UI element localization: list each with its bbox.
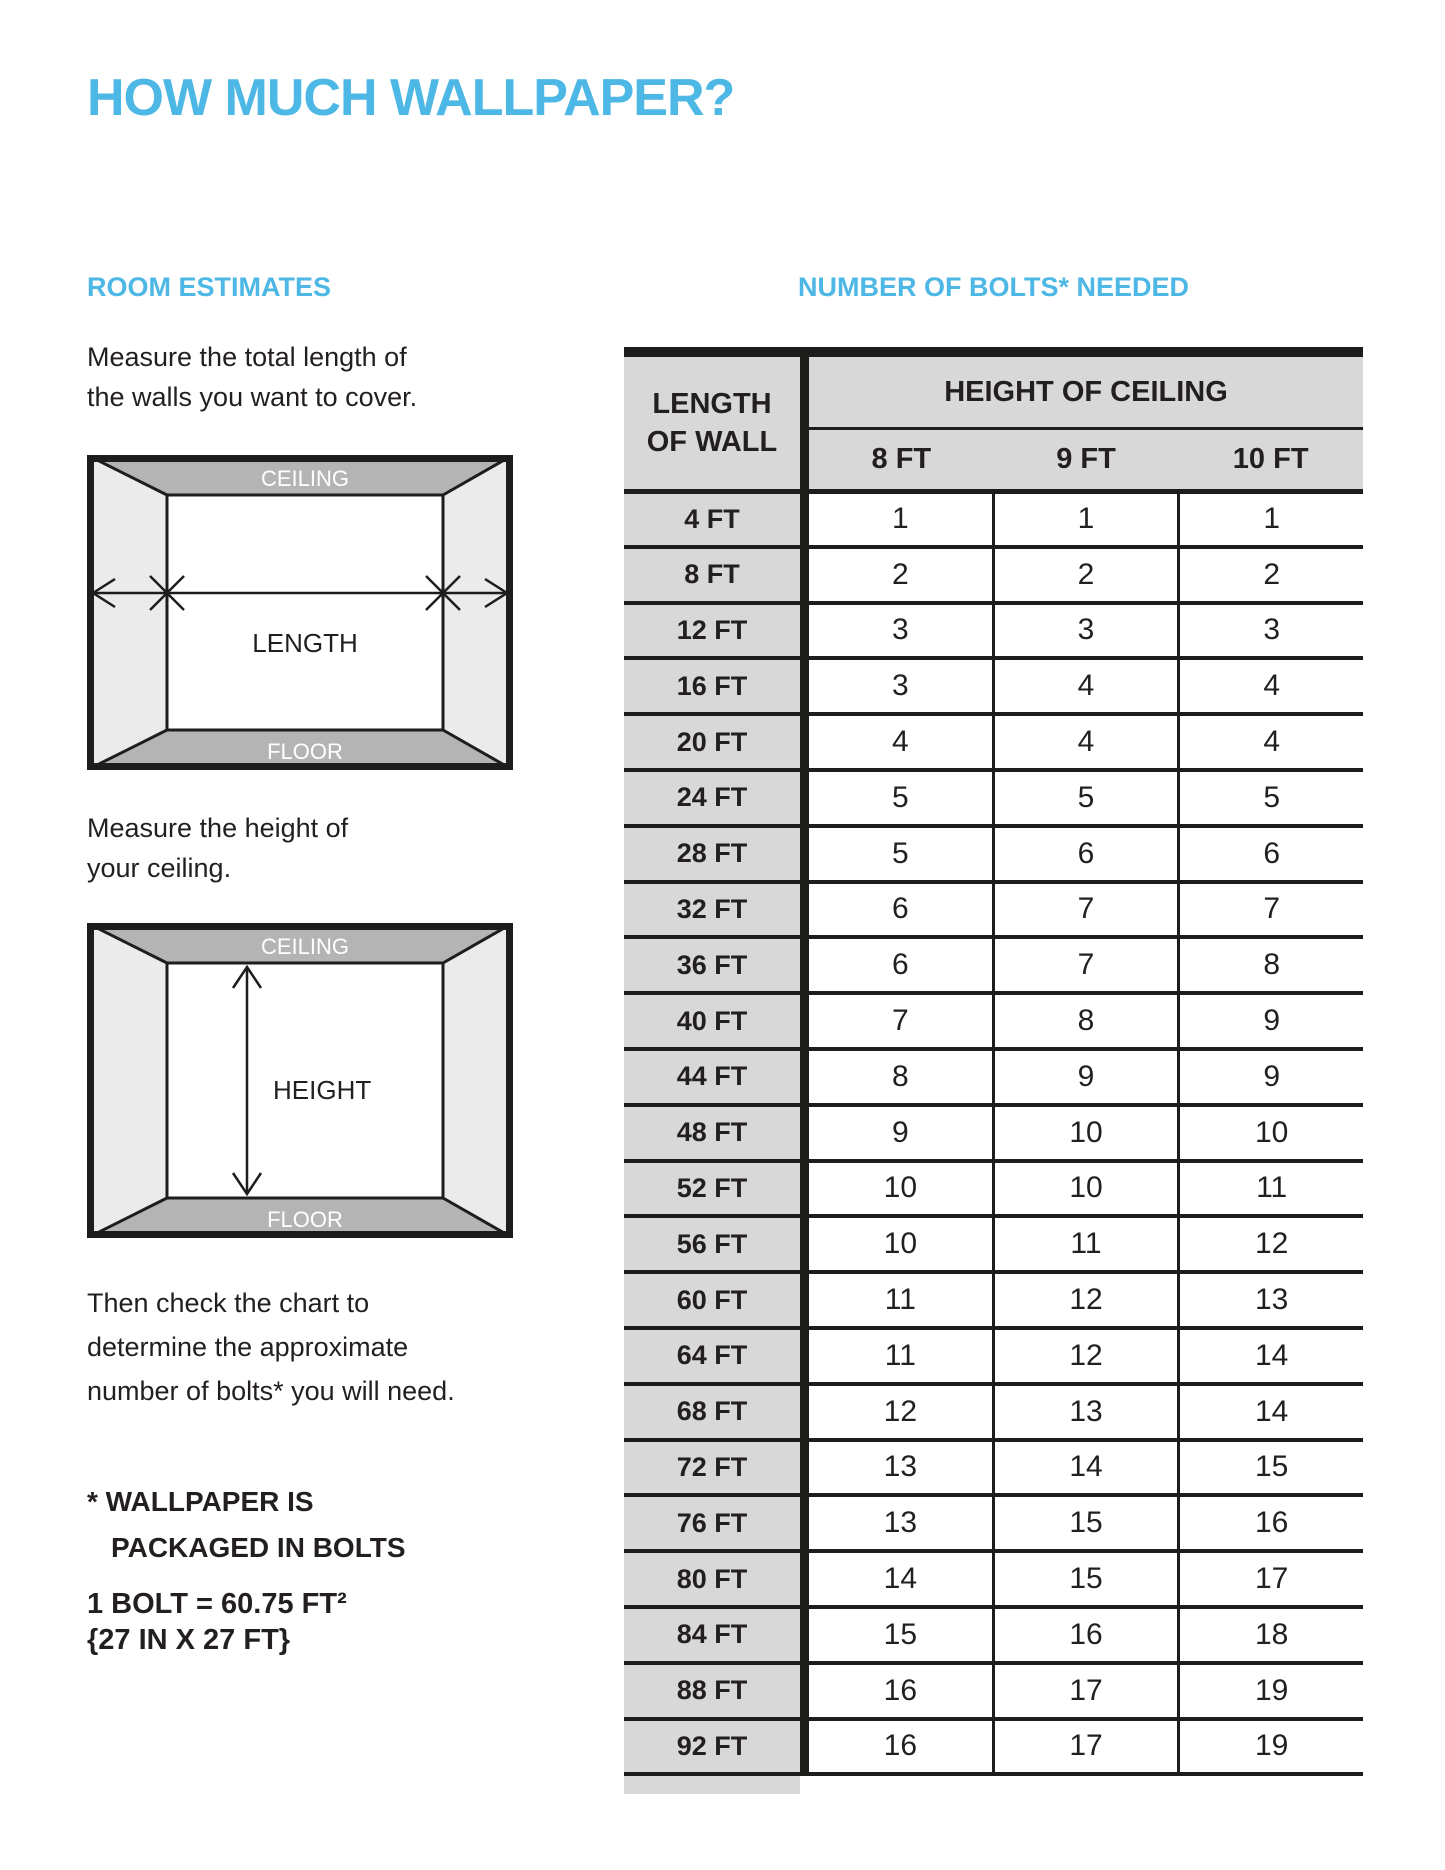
bolt-count-cell: 5 <box>809 772 992 824</box>
bolt-count-cell: 1 <box>809 494 992 545</box>
column-divider-bar <box>800 995 809 1047</box>
bolt-count-cell: 7 <box>1177 884 1363 936</box>
instruction-line: the walls you want to cover. <box>87 382 418 412</box>
bolt-count-cell: 6 <box>809 884 992 936</box>
column-divider-bar <box>800 1386 809 1438</box>
column-divider-bar <box>800 1051 809 1103</box>
column-divider-bar <box>800 1107 809 1159</box>
wall-length-label: 80 FT <box>624 1553 800 1605</box>
table-row <box>624 1047 1363 1103</box>
bolt-count-cell: 10 <box>809 1218 992 1270</box>
wall-length-label: 28 FT <box>624 828 800 880</box>
instruction-line: Measure the height of <box>87 813 349 843</box>
table-bottom-strip <box>624 1776 800 1794</box>
column-divider-bar <box>800 939 809 991</box>
bolt-count-cell: 2 <box>992 549 1178 601</box>
bolt-count-cell: 16 <box>1177 1497 1363 1549</box>
bolt-area-line: 1 BOLT = 60.75 FT² <box>87 1588 347 1620</box>
wall-length-label: 12 FT <box>624 605 800 657</box>
column-divider-bar <box>800 605 809 657</box>
bolt-count-cell: 7 <box>992 884 1178 936</box>
bolt-count-cell: 2 <box>1177 549 1363 601</box>
table-row <box>624 935 1363 991</box>
bolt-dimensions-line: {27 IN X 27 FT} <box>87 1624 291 1656</box>
bolt-count-cell: 14 <box>1177 1386 1363 1438</box>
bolt-count-cell: 13 <box>809 1442 992 1494</box>
column-divider-bar <box>800 828 809 880</box>
bolt-count-cell: 3 <box>992 605 1178 657</box>
bolt-count-cell: 7 <box>992 939 1178 991</box>
column-divider-bar <box>800 494 809 545</box>
bolt-count-cell: 5 <box>1177 772 1363 824</box>
bolt-count-cell: 8 <box>809 1051 992 1103</box>
instruction-measure-length <box>87 337 417 417</box>
bolt-count-cell: 12 <box>1177 1218 1363 1270</box>
page-title: HOW MUCH WALLPAPER? <box>87 69 735 127</box>
bolt-count-cell: 11 <box>809 1274 992 1326</box>
bolt-count-cell: 14 <box>992 1442 1178 1494</box>
right-wall <box>443 923 513 1238</box>
column-divider-bar <box>800 1218 809 1270</box>
floor-label: FLOOR <box>267 1207 343 1232</box>
bolt-count-cell: 3 <box>809 605 992 657</box>
left-wall <box>87 455 167 770</box>
instruction-line: Measure the total length of <box>87 342 407 372</box>
wall-length-label: 76 FT <box>624 1497 800 1549</box>
bolt-size-note <box>87 1586 347 1658</box>
bolt-count-cell: 10 <box>992 1107 1178 1159</box>
wall-length-label: 84 FT <box>624 1609 800 1661</box>
room-estimates-heading: ROOM ESTIMATES <box>87 272 332 302</box>
bolt-count-cell: 19 <box>1177 1721 1363 1773</box>
bolt-count-cell: 12 <box>809 1386 992 1438</box>
wall-length-label: 36 FT <box>624 939 800 991</box>
bolt-count-cell: 4 <box>992 716 1178 768</box>
table-row <box>624 489 1363 545</box>
wall-length-label: 4 FT <box>624 494 800 545</box>
wall-length-label: 40 FT <box>624 995 800 1047</box>
ceiling-label: CEILING <box>260 466 350 491</box>
table-row <box>624 1549 1363 1605</box>
bolt-count-cell: 1 <box>992 494 1178 545</box>
bolt-count-cell: 11 <box>992 1218 1178 1270</box>
bolt-count-cell: 1 <box>1177 494 1363 545</box>
column-divider-bar <box>800 1274 809 1326</box>
wall-length-label: 16 FT <box>624 660 800 712</box>
table-row <box>624 824 1363 880</box>
table-row <box>624 1493 1363 1549</box>
table-row <box>624 880 1363 936</box>
column-divider-bar <box>800 357 809 489</box>
bolt-count-cell: 15 <box>992 1497 1178 1549</box>
bolts-table <box>624 347 1363 1794</box>
col-header-9ft: 9 FT <box>1056 443 1116 475</box>
bolt-count-cell: 16 <box>809 1721 992 1773</box>
ceiling-header-group <box>809 357 1363 489</box>
column-divider-bar <box>800 772 809 824</box>
table-row <box>624 1270 1363 1326</box>
header-line: LENGTH <box>652 388 772 420</box>
bolt-count-cell: 14 <box>809 1553 992 1605</box>
bolt-count-cell: 4 <box>809 716 992 768</box>
col-header-8ft: 8 FT <box>871 443 932 475</box>
left-wall <box>87 923 167 1238</box>
wall-length-label: 60 FT <box>624 1274 800 1326</box>
bolt-count-cell: 7 <box>809 995 992 1047</box>
bolt-count-cell: 9 <box>1177 1051 1363 1103</box>
bolt-count-cell: 11 <box>809 1330 992 1382</box>
wall-length-label: 68 FT <box>624 1386 800 1438</box>
bolt-count-cell: 16 <box>992 1609 1178 1661</box>
bolt-count-cell: 12 <box>992 1274 1178 1326</box>
room-length-diagram <box>87 455 513 770</box>
footnote-line: PACKAGED IN BOLTS <box>111 1532 406 1563</box>
right-wall <box>443 455 513 770</box>
bolt-count-cell: 9 <box>809 1107 992 1159</box>
instruction-line: Then check the chart to <box>87 1288 370 1318</box>
wall-length-label: 52 FT <box>624 1163 800 1215</box>
instruction-check-chart <box>87 1281 455 1413</box>
bolt-count-cell: 4 <box>992 660 1178 712</box>
column-divider-bar <box>800 1442 809 1494</box>
table-row <box>624 1717 1363 1773</box>
bolt-count-cell: 14 <box>1177 1330 1363 1382</box>
column-divider-bar <box>800 1665 809 1717</box>
table-row <box>624 1103 1363 1159</box>
wall-length-label: 24 FT <box>624 772 800 824</box>
bolt-count-cell: 17 <box>992 1721 1178 1773</box>
bolt-count-cell: 10 <box>1177 1107 1363 1159</box>
wall-length-label: 88 FT <box>624 1665 800 1717</box>
column-divider-bar <box>800 660 809 712</box>
column-divider-bar <box>800 716 809 768</box>
table-row <box>624 656 1363 712</box>
table-row <box>624 601 1363 657</box>
bolt-count-cell: 4 <box>1177 716 1363 768</box>
table-row <box>624 1214 1363 1270</box>
bolt-count-cell: 16 <box>809 1665 992 1717</box>
bolt-count-cell: 18 <box>1177 1609 1363 1661</box>
instruction-line: determine the approximate <box>87 1332 409 1362</box>
bolt-count-cell: 13 <box>992 1386 1178 1438</box>
instruction-line: number of bolts* you will need. <box>87 1376 455 1406</box>
bolt-count-cell: 3 <box>809 660 992 712</box>
table-top-border <box>624 347 1363 357</box>
bolt-count-cell: 6 <box>809 939 992 991</box>
wall-length-label: 56 FT <box>624 1218 800 1270</box>
bolt-count-cell: 4 <box>1177 660 1363 712</box>
bolt-count-cell: 15 <box>992 1553 1178 1605</box>
column-divider-bar <box>800 884 809 936</box>
column-divider-bar <box>800 1163 809 1215</box>
bolt-count-cell: 6 <box>992 828 1178 880</box>
instruction-measure-height <box>87 808 348 888</box>
bolts-table-body <box>624 489 1363 1776</box>
header-line: OF WALL <box>646 426 778 458</box>
table-row <box>624 1159 1363 1215</box>
bolts-needed-heading: NUMBER OF BOLTS* NEEDED <box>797 272 1189 302</box>
bolt-count-cell: 15 <box>809 1609 992 1661</box>
table-row <box>624 712 1363 768</box>
wall-length-label: 72 FT <box>624 1442 800 1494</box>
floor-label: FLOOR <box>267 739 343 764</box>
bolt-count-cell: 17 <box>992 1665 1178 1717</box>
column-divider-bar <box>800 1497 809 1549</box>
length-label: LENGTH <box>252 628 358 658</box>
bolt-count-cell: 8 <box>1177 939 1363 991</box>
bolt-count-cell: 19 <box>1177 1665 1363 1717</box>
bolt-count-cell: 3 <box>1177 605 1363 657</box>
bolt-count-cell: 5 <box>992 772 1178 824</box>
table-row <box>624 545 1363 601</box>
back-wall <box>167 495 443 730</box>
column-divider-bar <box>800 1330 809 1382</box>
bolt-count-cell: 15 <box>1177 1442 1363 1494</box>
wall-length-label: 44 FT <box>624 1051 800 1103</box>
table-row <box>624 1326 1363 1382</box>
bolt-count-cell: 13 <box>809 1497 992 1549</box>
table-row <box>624 991 1363 1047</box>
bolt-count-cell: 13 <box>1177 1274 1363 1326</box>
table-header <box>624 357 1363 489</box>
bolt-count-cell: 6 <box>1177 828 1363 880</box>
bolt-count-cell: 2 <box>809 549 992 601</box>
table-row <box>624 1605 1363 1661</box>
height-label: HEIGHT <box>273 1075 372 1105</box>
bolt-count-cell: 10 <box>809 1163 992 1215</box>
table-row <box>624 1438 1363 1494</box>
ceiling-height-columns <box>809 430 1363 489</box>
column-divider-bar <box>800 1553 809 1605</box>
col-header-10ft: 10 FT <box>1232 443 1309 475</box>
bolt-count-cell: 9 <box>1177 995 1363 1047</box>
wall-length-label: 8 FT <box>624 549 800 601</box>
wall-length-label: 92 FT <box>624 1721 800 1773</box>
bolt-count-cell: 8 <box>992 995 1178 1047</box>
instruction-line: your ceiling. <box>87 853 232 883</box>
table-row <box>624 1382 1363 1438</box>
column-divider-bar <box>800 1721 809 1773</box>
bolt-count-cell: 5 <box>809 828 992 880</box>
ceiling-label: CEILING <box>260 934 350 959</box>
bolt-count-cell: 17 <box>1177 1553 1363 1605</box>
wall-length-label: 32 FT <box>624 884 800 936</box>
table-row <box>624 768 1363 824</box>
bolt-count-cell: 12 <box>992 1330 1178 1382</box>
length-of-wall-header <box>624 357 800 489</box>
wall-length-label: 48 FT <box>624 1107 800 1159</box>
table-row <box>624 1661 1363 1717</box>
column-divider-bar <box>800 1609 809 1661</box>
column-divider-bar <box>800 549 809 601</box>
bolt-count-cell: 10 <box>992 1163 1178 1215</box>
wall-length-label: 64 FT <box>624 1330 800 1382</box>
bolt-count-cell: 11 <box>1177 1163 1363 1215</box>
bolt-count-cell: 9 <box>992 1051 1178 1103</box>
wall-length-label: 20 FT <box>624 716 800 768</box>
bolts-footnote <box>87 1479 406 1571</box>
room-height-diagram <box>87 923 513 1238</box>
height-of-ceiling-header: HEIGHT OF CEILING <box>809 357 1363 430</box>
footnote-line: * WALLPAPER IS <box>87 1486 314 1517</box>
